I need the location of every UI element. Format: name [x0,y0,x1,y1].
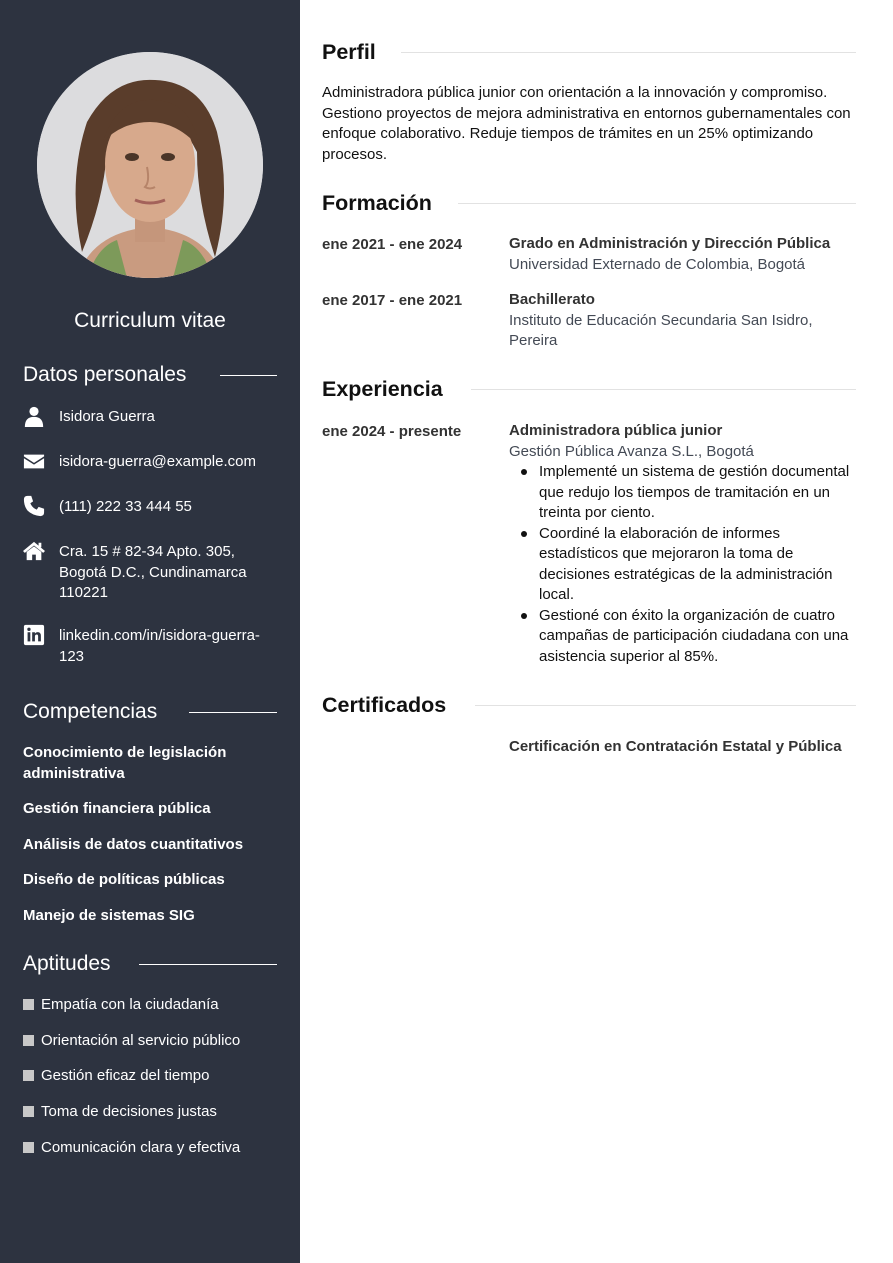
achievement-item: Coordiné la elaboración de informes estadísticos que mejoraron la toma de decisiones estratégicas de la administración local. [509,524,857,606]
sidebar [0,0,300,1263]
contact-address [23,542,283,604]
experience-heading: Experiencia [322,377,443,401]
company-name: Gestión Pública Avanza S.L., Bogotá [509,442,754,460]
contact-email-text[interactable]: isidora-guerra@example.com [59,453,256,470]
aptitude-label: Empatía con la ciudadanía [41,996,219,1013]
school-name: Universidad Externado de Colombia, Bogotá [509,255,806,273]
job-title: Administradora pública junior [509,422,723,439]
user-icon [23,405,45,427]
certificate-entry [509,737,857,758]
certificates-heading: Certificados [322,693,447,717]
profile-photo [37,52,263,278]
contact-name-text: Isidora Guerra [59,408,155,425]
aptitude-item [23,1032,240,1049]
portrait-image [37,52,263,278]
skill-item: Análisis de datos cuantitativos [23,836,244,853]
aptitude-item [23,1103,217,1120]
contact-name [23,407,283,428]
square-bullet-icon [23,999,34,1010]
achievement-item: Gestioné con éxito la organización de cuatro campañas de participación ciudadana con una asistencia superior al 85%. [509,606,857,668]
degree-title: Grado en Administración y Dirección Pública [509,235,831,252]
aptitude-label: Gestión eficaz del tiempo [41,1067,210,1084]
aptitude-label: Toma de decisiones justas [41,1103,217,1120]
cv-title: Curriculum vitae [74,309,226,332]
square-bullet-icon [23,1070,34,1081]
experience-dates: ene 2024 - presente [322,423,462,440]
skill-item: Manejo de sistemas SIG [23,907,195,924]
degree-title: Bachillerato [509,291,595,308]
square-bullet-icon [23,1106,34,1117]
personal-data-divider [220,375,277,376]
education-heading: Formación [322,191,432,215]
skills-heading: Competencias [23,700,158,723]
achievement-item: Implementé un sistema de gestión documental que redujo los tiempos de tramitación en un treinta por ciento. [509,462,857,524]
education-dates: ene 2021 - ene 2024 [322,236,463,253]
education-divider [458,203,856,204]
phone-icon [23,495,45,517]
education-entry [509,290,857,352]
experience-divider [471,389,856,390]
profile-heading: Perfil [322,40,376,64]
profile-divider [401,52,856,53]
certificates-divider [475,705,856,706]
aptitude-label: Orientación al servicio público [41,1032,241,1049]
square-bullet-icon [23,1035,34,1046]
education-dates: ene 2017 - ene 2021 [322,292,463,309]
education-entry [509,234,857,275]
aptitude-item [23,1067,209,1084]
home-icon [23,540,45,562]
aptitudes-heading: Aptitudes [23,952,111,975]
skills-divider [189,712,277,713]
aptitudes-divider [139,964,277,965]
profile-summary: Administradora pública junior con orientación a la innovación y compromiso. Gestiono proyectos de mejora administrativa en entornos gubernamentales con enfoque colaborativo. Reduje tiempos de trámites en un 25% optimizando procesos. [322,84,851,163]
certificate-name: Certificación en Contratación Estatal y Pública [509,738,842,755]
contact-phone[interactable] [23,497,283,518]
achievements-list [509,462,857,667]
contact-email[interactable] [23,452,283,473]
aptitude-item [23,996,219,1013]
contact-linkedin[interactable] [23,626,283,667]
contact-phone-text[interactable]: (111) 222 33 444 55 [59,498,192,515]
experience-entry [509,421,857,667]
contact-linkedin-text[interactable]: linkedin.com/in/isidora-guerra-123 [59,627,260,665]
envelope-icon [23,450,45,472]
skill-item: Diseño de políticas públicas [23,871,225,888]
contact-address-text: Cra. 15 # 82-34 Apto. 305, Bogotá D.C., Cundinamarca 110221 [59,543,247,601]
skill-item: Gestión financiera pública [23,800,211,817]
aptitude-item [23,1139,240,1156]
skill-item: Conocimiento de legislación administrativa [23,744,227,782]
personal-data-heading: Datos personales [23,363,187,386]
linkedin-icon [23,624,45,646]
school-name: Instituto de Educación Secundaria San Isidro, Pereira [509,311,813,349]
square-bullet-icon [23,1142,34,1153]
aptitude-label: Comunicación clara y efectiva [41,1139,241,1156]
